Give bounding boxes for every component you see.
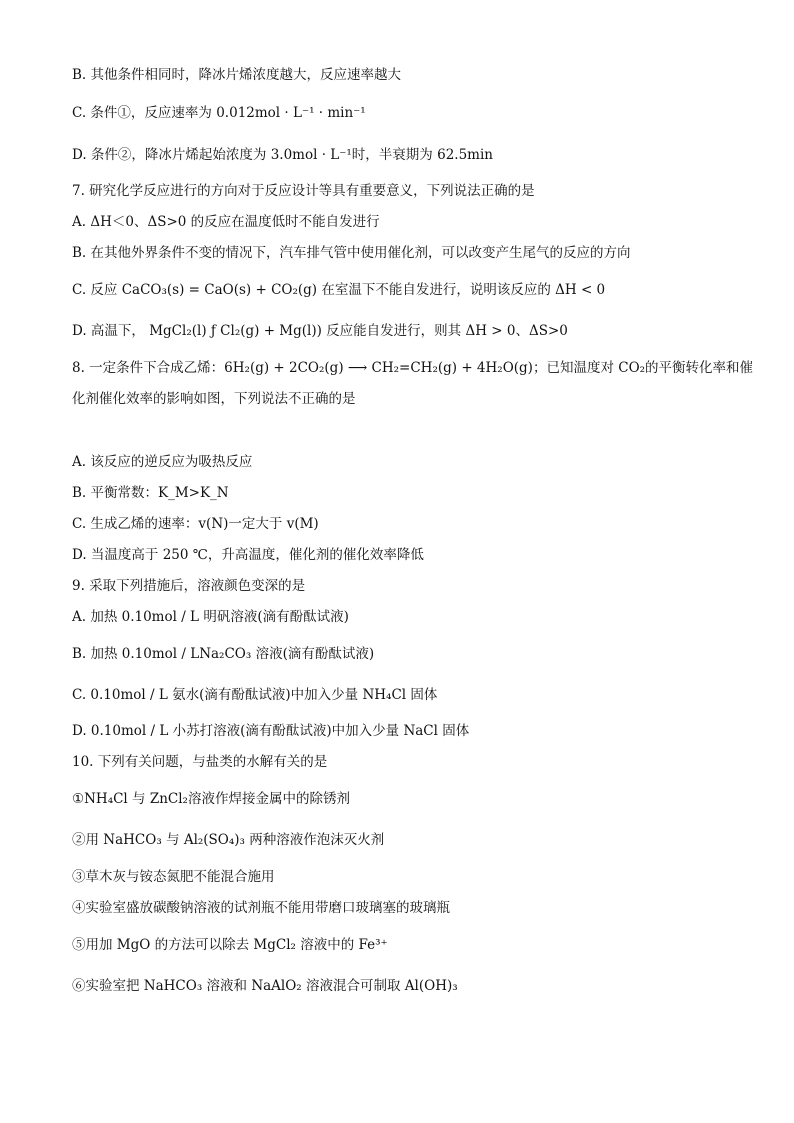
option-9b: B. 加热 0.10mol / LNa₂CO₃ 溶液(滴有酚酞试液)	[72, 646, 375, 662]
question-7-stem: 7. 研究化学反应进行的方向对于反应设计等具有重要意义，下列说法正确的是	[72, 183, 535, 199]
option-9c: C. 0.10mol / L 氨水(滴有酚酞试液)中加入少量 NH₄Cl 固体	[72, 687, 438, 703]
option-7a: A. ΔH＜0、ΔS>0 的反应在温度低时不能自发进行	[72, 214, 380, 230]
option-6d: D. 条件②，降冰片烯起始浓度为 3.0mol · L⁻¹时，半衰期为 62.5min	[72, 147, 493, 163]
item-10-6: ⑥实验室把 NaHCO₃ 溶液和 NaAlO₂ 溶液混合可制取 Al(OH)₃	[72, 978, 458, 994]
option-8b: B. 平衡常数：K_M>K_N	[72, 485, 229, 501]
item-10-4: ④实验室盛放碳酸钠溶液的试剂瓶不能用带磨口玻璃塞的玻璃瓶	[72, 900, 450, 916]
item-10-1: ①NH₄Cl 与 ZnCl₂溶液作焊接金属中的除锈剂	[72, 791, 350, 807]
question-9-stem: 9. 采取下列措施后，溶液颜色变深的是	[72, 578, 306, 594]
question-10-stem: 10. 下列有关问题，与盐类的水解有关的是	[72, 754, 328, 770]
option-6c: C. 条件①，反应速率为 0.012mol · L⁻¹ · min⁻¹	[72, 105, 366, 121]
option-7d: D. 高温下， MgCl₂(l) ƒ Cl₂(g) + Mg(l)) 反应能自发进行，则其 ΔH > 0、ΔS>0	[72, 323, 568, 339]
question-8-stem-line1: 8. 一定条件下合成乙烯：6H₂(g) + 2CO₂(g) ⟶ CH₂=CH₂(g) + 4H₂O(g)；已知温度对 CO₂的平衡转化率和催	[72, 360, 754, 376]
option-8d: D. 当温度高于 250 ℃，升高温度，催化剂的催化效率降低	[72, 547, 424, 563]
option-6b: B. 其他条件相同时，降冰片烯浓度越大，反应速率越大	[72, 67, 402, 83]
option-9d: D. 0.10mol / L 小苏打溶液(滴有酚酞试液)中加入少量 NaCl 固体	[72, 723, 470, 739]
option-7b: B. 在其他外界条件不变的情况下，汽车排气管中使用催化剂，可以改变产生尾气的反应的方向	[72, 245, 631, 261]
option-8a: A. 该反应的逆反应为吸热反应	[72, 454, 253, 470]
item-10-3: ③草木灰与铵态氮肥不能混合施用	[72, 869, 275, 885]
question-8-stem-line2: 化剂催化效率的影响如图，下列说法不正确的是	[72, 391, 356, 407]
option-9a: A. 加热 0.10mol / L 明矾溶液(滴有酚酞试液)	[72, 609, 349, 625]
item-10-5: ⑤用加 MgO 的方法可以除去 MgCl₂ 溶液中的 Fe³⁺	[72, 937, 388, 953]
option-7c: C. 反应 CaCO₃(s) = CaO(s) + CO₂(g) 在室温下不能自发进行，说明该反应的 ΔH < 0	[72, 282, 606, 298]
item-10-2: ②用 NaHCO₃ 与 Al₂(SO₄)₃ 两种溶液作泡沫灭火剂	[72, 832, 385, 848]
option-8c: C. 生成乙烯的速率：v(N)一定大于 v(M)	[72, 516, 319, 532]
